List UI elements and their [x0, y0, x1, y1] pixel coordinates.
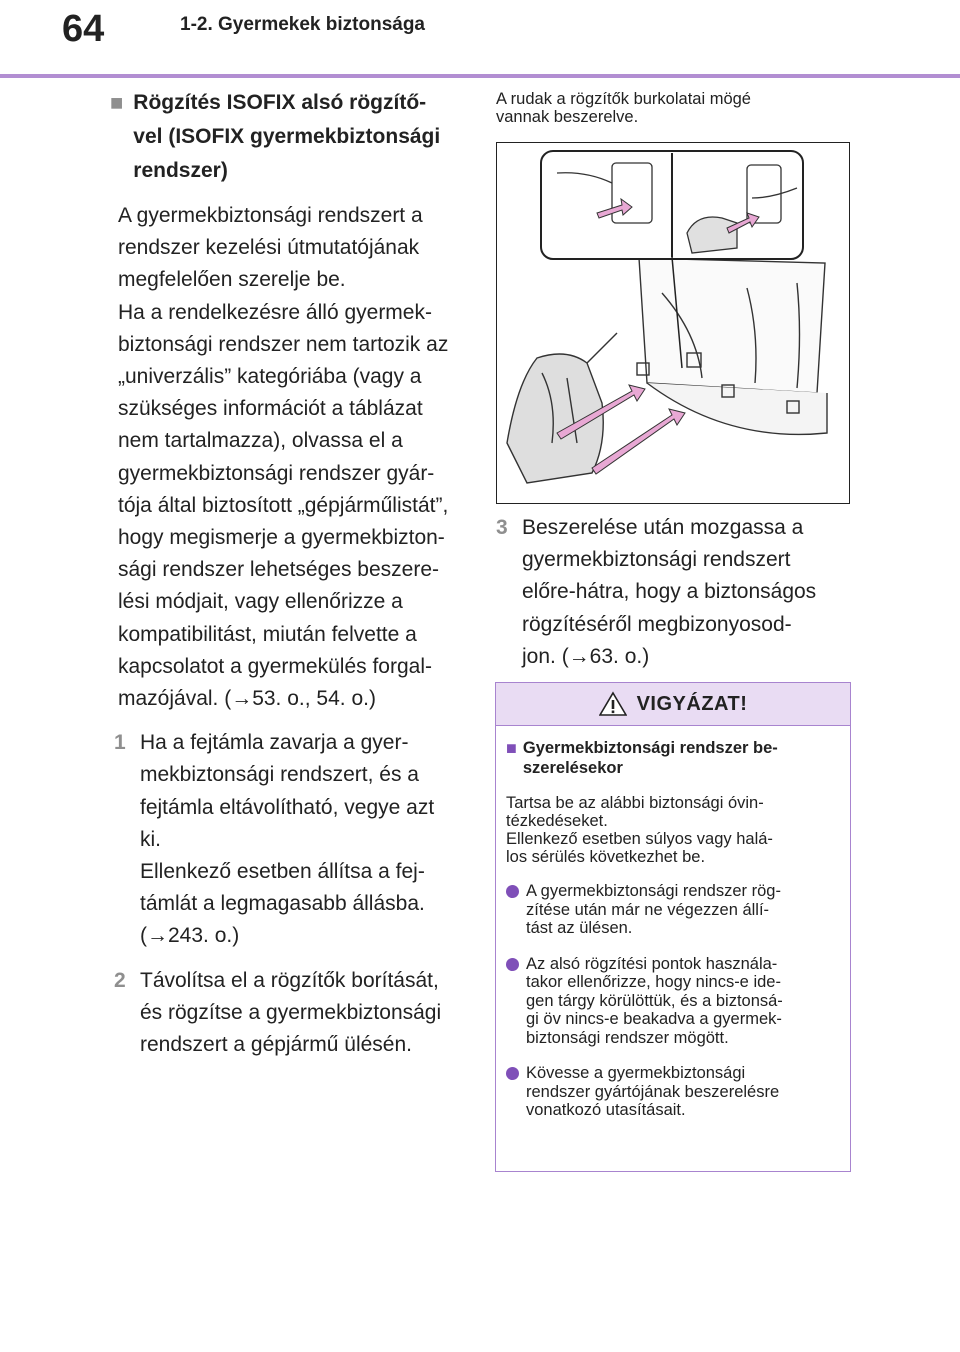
right-column: [496, 90, 852, 673]
circle-bullet-icon: [506, 958, 519, 971]
page-header: [0, 0, 960, 80]
step-text: Beszerelése után mozgassa a gyermekbiztonsági rendszert előre-hátra, hogy a biztonságos rögzítéséről megbizonyosod- jon. (→63. o.): [522, 516, 817, 668]
step-text: Ha a fejtámla zavarja a gyer- mekbiztonsági rendszert, és a fejtámla eltávolítható, vegye azt ki. Ellenkező esetben állítsa a fej- támlát a legmagasabb állásba. (→243. o.): [140, 731, 435, 948]
warning-header: [496, 683, 850, 726]
warning-subheading-text: Gyermekbiztonsági rendszer be- szerelésekor: [522, 739, 778, 777]
warning-body: [496, 726, 850, 1120]
step-number: 3: [496, 516, 508, 539]
section-heading-text: Rögzítés ISOFIX alsó rögzítő- vel (ISOFIX gyermekbiztonsági rendszer): [133, 91, 441, 182]
warning-bullet: [506, 955, 840, 1048]
page-number: 64: [62, 8, 105, 50]
warning-bullet: [506, 1064, 840, 1120]
step-3: [496, 512, 852, 673]
figure-note: A rudak a rögzítők burkolatai mögé vannak beszerelve.: [496, 90, 751, 126]
warning-triangle-icon: [599, 691, 627, 717]
step-number: 1: [114, 731, 126, 755]
intro-paragraph: A gyermekbiztonsági rendszert a rendszer kezelési útmutatójának megfelelően szerelje be. Ha a rendelkezésre álló gyermek- biztonsági rendszer nem tartozik az „univerzális” kategóriába (vagy a szükséges információt a táblázat nem tartalmazza), olvassa el a gyermekbiztonsági rendszer gyár- tója által biztosított „gépjárműlistát”, hogy megismerje a gyermekbizton- sági rendszer lehetséges beszere- lési módjait, vagy ellenőrizze a kompatibilitást, miután felvette a kapcsolatot a gyermekülés forgal- mazójával. (→53. o., 54. o.): [118, 204, 449, 711]
bullet-text: Kövesse a gyermekbiztonsági rendszer gyártójának beszerelésre vonatkozó utasításait.: [526, 1064, 780, 1119]
left-column: [110, 86, 470, 1061]
step-number: 2: [114, 968, 126, 992]
circle-bullet-icon: [506, 885, 519, 898]
seat-diagram: [497, 143, 849, 503]
header-divider: [0, 74, 960, 78]
step-2: [114, 965, 470, 1062]
warning-box: [495, 682, 851, 1172]
section-heading: [110, 86, 470, 188]
square-marker-icon: ■: [506, 738, 517, 758]
square-marker-icon: ■: [110, 90, 124, 115]
warning-title: VIGYÁZAT!: [636, 692, 748, 715]
bullet-text: A gyermekbiztonsági rendszer rög- zítése után már ne végezzen állí- tást az ülésen.: [526, 882, 781, 937]
warning-subheading: [506, 738, 840, 778]
warning-text: Tartsa be az alábbi biztonsági óvin- tézkedéseket. Ellenkező esetben súlyos vagy halá- los sérülés következhet be.: [506, 794, 773, 866]
circle-bullet-icon: [506, 1067, 519, 1080]
isofix-illustration: [496, 142, 850, 504]
step-text: Távolítsa el a rögzítők borítását, és rögzítse a gyermekbiztonsági rendszert a gépjármű ülésén.: [140, 968, 442, 1057]
bullet-text: Az alsó rögzítési pontok használa- takor ellenőrizze, hogy nincs-e ide- gen tárgy körülöttük, és a biztonsá- gi öv nincs-e beakadva a gyermek- biztonsági rendszer mögött.: [526, 954, 783, 1047]
warning-bullet: [506, 882, 840, 938]
step-1: [114, 727, 470, 952]
chapter-title: 1-2. Gyermekek biztonsága: [180, 14, 425, 35]
